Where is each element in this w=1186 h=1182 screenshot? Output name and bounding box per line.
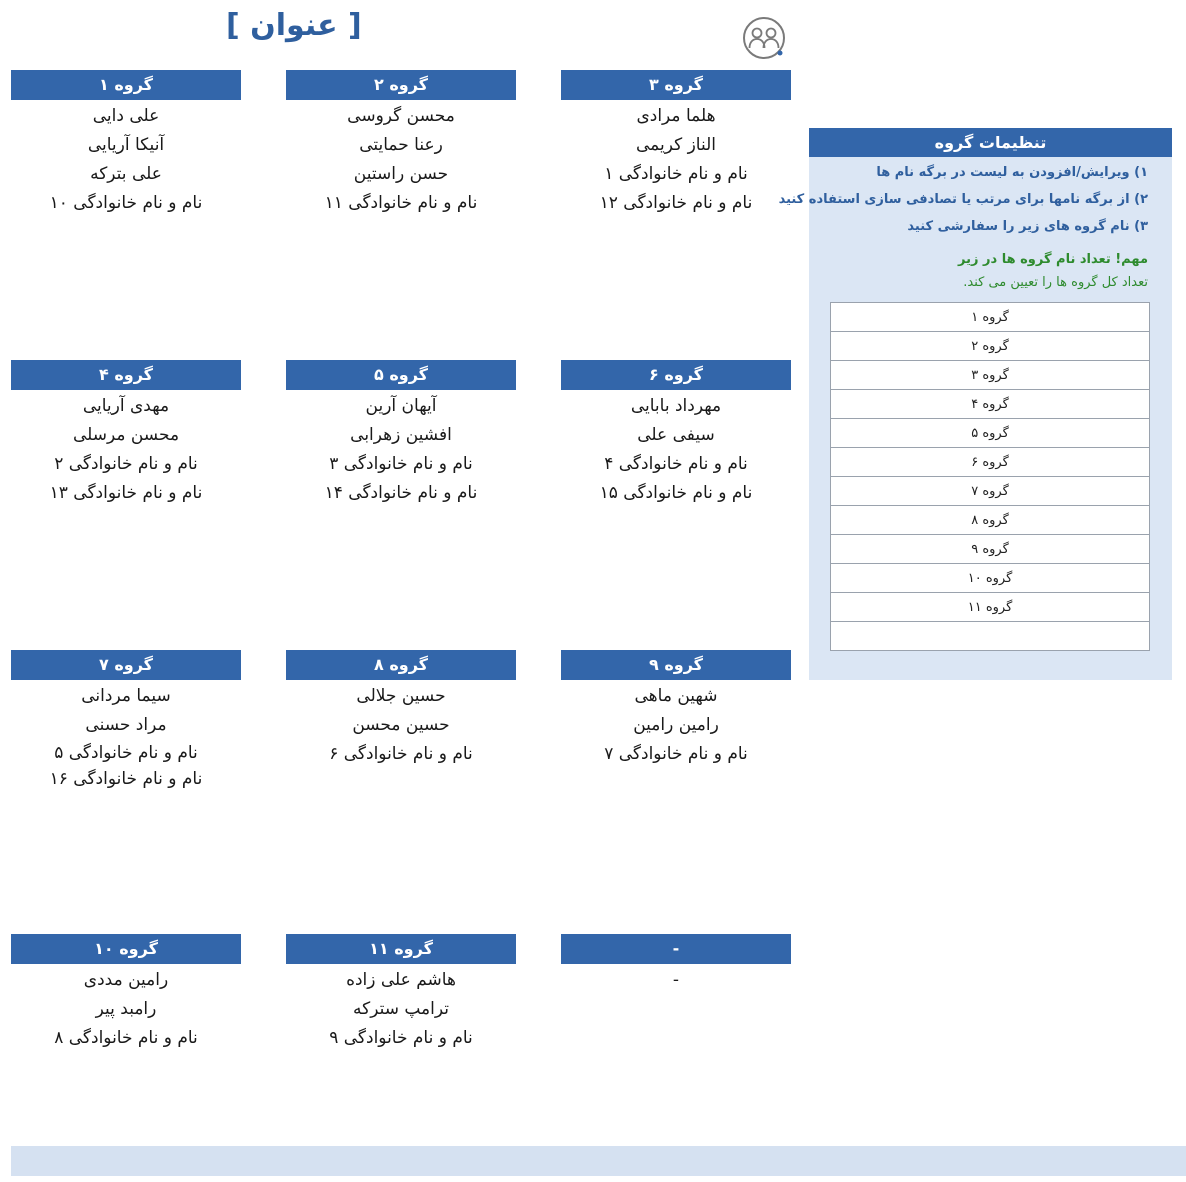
group-member: حسین جلالی	[356, 686, 446, 706]
group-member: رامین مددی	[83, 970, 169, 990]
group-member: نام و نام خانوادگی ۹	[329, 1028, 473, 1048]
instruction-1: ۱) ویرایش/افزودن به لیست در برگه نام ها	[876, 165, 1148, 180]
group-member: رامین رامین	[633, 715, 719, 735]
group-member: شهین ماهی	[634, 686, 718, 706]
group-settings-panel	[778, 128, 1172, 680]
group-name-cell[interactable]: گروه ۱۱	[831, 593, 1150, 622]
group-member: الناز کریمی	[635, 135, 717, 155]
group-name-cell[interactable]: گروه ۱	[831, 303, 1150, 332]
group-card-4	[11, 360, 241, 508]
group-header: گروه ۹	[561, 650, 791, 680]
group-name-cell[interactable]: گروه ۳	[831, 361, 1150, 390]
group-header: گروه ۴	[11, 360, 241, 390]
group-card-12	[561, 934, 791, 995]
group-member: رامبد پیر	[95, 999, 157, 1019]
group-card-7	[11, 650, 241, 792]
group-name-cell[interactable]: گروه ۸	[831, 506, 1150, 535]
group-member: محسن مرسلی	[72, 425, 180, 445]
group-member: علی بترکه	[90, 164, 162, 184]
group-name-cell[interactable]: گروه ۵	[831, 419, 1150, 448]
group-member: آنیکا آریایی	[87, 135, 165, 155]
group-header: گروه ۶	[561, 360, 791, 390]
group-member: نام و نام خانوادگی ۱۲	[599, 193, 753, 213]
group-name-cell[interactable]: گروه ۴	[831, 390, 1150, 419]
group-member: رعنا حمایتی	[359, 135, 443, 155]
group-card-8	[286, 650, 516, 769]
group-card-11	[286, 934, 516, 1053]
group-member: نام و نام خانوادگی ۴	[604, 454, 748, 474]
group-card-6	[561, 360, 791, 508]
group-header: گروه ۱۱	[286, 934, 516, 964]
group-name-cell[interactable]: گروه ۷	[831, 477, 1150, 506]
important-note-text: تعداد کل گروه ها را تعیین می کند.	[963, 275, 1148, 290]
group-member: نام و نام خانوادگی ۱۶	[49, 769, 203, 789]
group-member: ترامپ سترکه	[353, 999, 449, 1019]
group-header: -	[561, 934, 791, 964]
group-card-9	[561, 650, 791, 769]
group-member: سیما مردانی	[81, 686, 171, 706]
group-member: هاشم علی زاده	[346, 970, 456, 990]
group-member: علی دایی	[92, 106, 160, 126]
group-card-1	[11, 70, 241, 218]
group-member: سیفی علی	[637, 425, 715, 445]
group-header: گروه ۵	[286, 360, 516, 390]
group-member: نام و نام خانوادگی ۱	[604, 164, 748, 184]
group-member: حسین محسن	[352, 715, 450, 735]
group-member: نام و نام خانوادگی ۶	[329, 744, 473, 764]
group-header: گروه ۲	[286, 70, 516, 100]
group-member: نام و نام خانوادگی ۵	[54, 743, 198, 763]
group-member: نام و نام خانوادگی ۱۵	[599, 483, 753, 503]
group-member: نام و نام خانوادگی ۳	[329, 454, 473, 474]
group-header: گروه ۱	[11, 70, 241, 100]
group-header: گروه ۳	[561, 70, 791, 100]
group-card-10	[11, 934, 241, 1053]
group-member: مهرداد بابایی	[630, 396, 722, 416]
group-member: مراد حسنی	[85, 715, 167, 735]
instruction-3: ۳) نام گروه های زیر را سفارشی کنید	[907, 219, 1148, 234]
important-note-title: مهم! تعداد نام گروه ها در زیر	[958, 252, 1148, 267]
group-card-3	[561, 70, 791, 218]
group-member: نام و نام خانوادگی ۱۱	[324, 193, 478, 213]
group-member: افشین زهرابی	[350, 425, 452, 445]
instruction-2: ۲) از برگه نامها برای مرتب یا تصادفی سازی استفاده کنید	[778, 192, 1148, 207]
group-name-cell[interactable]	[831, 622, 1150, 651]
footer-bar	[11, 1146, 1186, 1176]
group-name-cell[interactable]: گروه ۶	[831, 448, 1150, 477]
group-header: گروه ۸	[286, 650, 516, 680]
group-member: حسن راستین	[353, 164, 449, 184]
group-member: نام و نام خانوادگی ۱۰	[49, 193, 203, 213]
group-card-5	[286, 360, 516, 508]
group-member: نام و نام خانوادگی ۷	[604, 744, 748, 764]
group-name-cell[interactable]: گروه ۲	[831, 332, 1150, 361]
group-header: گروه ۱۰	[11, 934, 241, 964]
group-member: نام و نام خانوادگی ۱۴	[324, 483, 478, 503]
group-card-2	[286, 70, 516, 218]
group-name-cell[interactable]: گروه ۹	[831, 535, 1150, 564]
group-member: -	[672, 970, 680, 990]
group-member: نام و نام خانوادگی ۸	[54, 1028, 198, 1048]
group-name-cell[interactable]: گروه ۱۰	[831, 564, 1150, 593]
page-title: [ عنوان ]	[226, 8, 362, 43]
group-member: محسن گروسی	[347, 106, 455, 126]
group-member: هلما مرادی	[636, 106, 716, 126]
group-names-table	[830, 302, 1150, 651]
group-header: گروه ۷	[11, 650, 241, 680]
group-member: مهدی آریایی	[82, 396, 170, 416]
group-member: نام و نام خانوادگی ۲	[54, 454, 198, 474]
group-member: آیهان آرین	[365, 396, 437, 416]
settings-title: تنظیمات گروه	[809, 128, 1172, 157]
group-member: نام و نام خانوادگی ۱۳	[49, 483, 203, 503]
people-group-icon	[742, 16, 786, 60]
